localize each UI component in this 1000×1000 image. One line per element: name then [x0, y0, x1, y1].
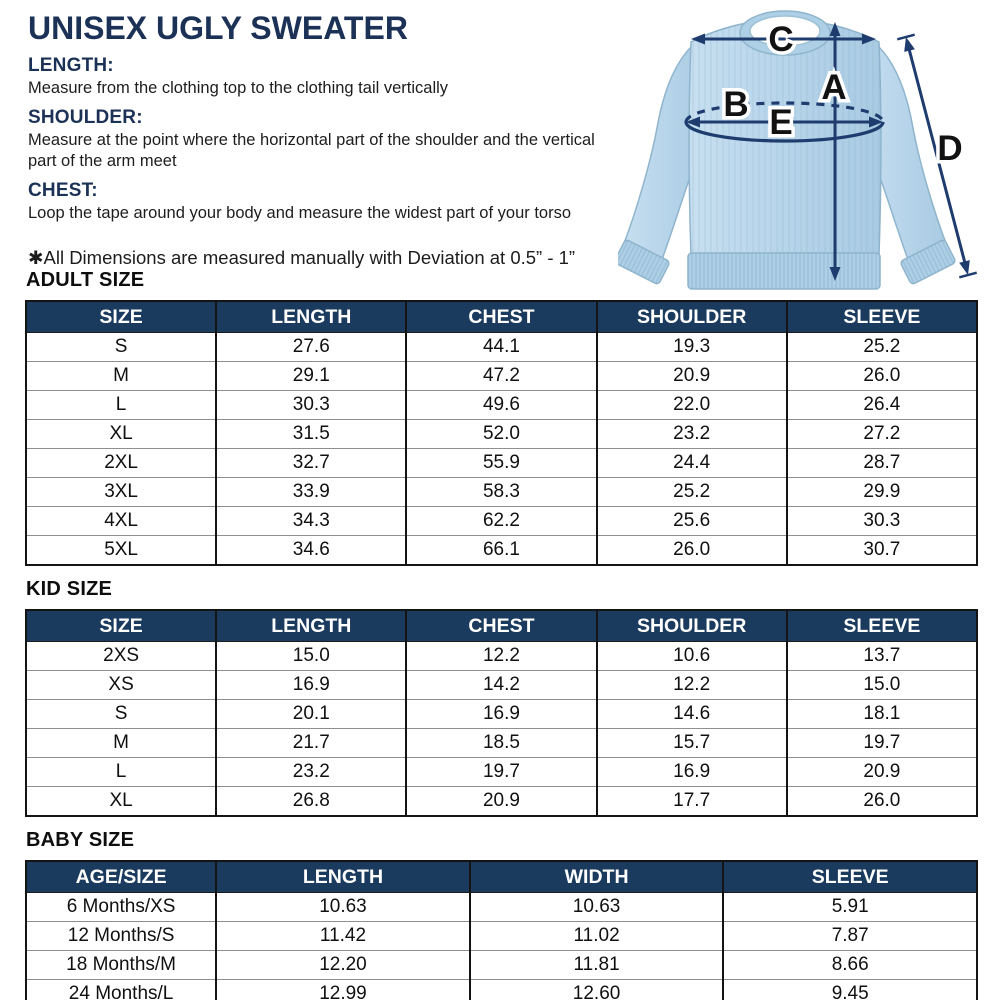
size-cell: 34.6: [216, 536, 406, 566]
column-header: SLEEVE: [787, 301, 977, 333]
column-header: SLEEVE: [723, 861, 977, 893]
size-cell: 33.9: [216, 478, 406, 507]
size-cell: 12.2: [406, 642, 596, 671]
column-header: SIZE: [26, 610, 216, 642]
column-header: AGE/SIZE: [26, 861, 216, 893]
column-header: CHEST: [406, 301, 596, 333]
size-cell: 31.5: [216, 420, 406, 449]
column-header: SLEEVE: [787, 610, 977, 642]
size-cell: 26.8: [216, 787, 406, 817]
column-header: SIZE: [26, 301, 216, 333]
size-cell: 30.3: [216, 391, 406, 420]
header-row: [26, 301, 977, 333]
size-cell: 66.1: [406, 536, 596, 566]
size-cell: 44.1: [406, 333, 596, 362]
size-cell: 18 Months/M: [26, 951, 216, 980]
size-cell: 16.9: [597, 758, 787, 787]
table-row: [26, 922, 977, 951]
table-row: [26, 333, 977, 362]
header-row: [26, 610, 977, 642]
size-cell: XL: [26, 787, 216, 817]
size-cell: 26.4: [787, 391, 977, 420]
size-cell: 20.1: [216, 700, 406, 729]
column-header: SHOULDER: [597, 610, 787, 642]
dim-label-b: B: [723, 85, 749, 124]
chest-heading: CHEST:: [28, 180, 98, 202]
size-cell: 10.6: [597, 642, 787, 671]
dim-label-c: C: [768, 20, 794, 59]
size-cell: S: [26, 333, 216, 362]
size-cell: 7.87: [723, 922, 977, 951]
size-cell: 52.0: [406, 420, 596, 449]
size-cell: 15.7: [597, 729, 787, 758]
measuring-guide: [28, 10, 620, 269]
size-cell: L: [26, 391, 216, 420]
size-cell: 17.7: [597, 787, 787, 817]
size-cell: M: [26, 362, 216, 391]
baby-size-section: [25, 829, 978, 1000]
size-cell: 9.45: [723, 980, 977, 1000]
table-row: [26, 507, 977, 536]
size-cell: 6 Months/XS: [26, 893, 216, 922]
table-row: [26, 536, 977, 566]
table-row: [26, 391, 977, 420]
size-cell: 12 Months/S: [26, 922, 216, 951]
size-cell: 2XL: [26, 449, 216, 478]
size-cell: 27.6: [216, 333, 406, 362]
size-cell: 24.4: [597, 449, 787, 478]
size-cell: 11.81: [470, 951, 724, 980]
kid-size-title: KID SIZE: [26, 578, 113, 600]
size-cell: 5.91: [723, 893, 977, 922]
size-cell: 11.02: [470, 922, 724, 951]
size-cell: 16.9: [406, 700, 596, 729]
table-row: [26, 362, 977, 391]
size-cell: XL: [26, 420, 216, 449]
size-cell: 10.63: [470, 893, 724, 922]
dim-label-e: E: [769, 103, 793, 142]
table-row: [26, 893, 977, 922]
size-cell: 18.1: [787, 700, 977, 729]
size-cell: 12.2: [597, 671, 787, 700]
size-cell: 18.5: [406, 729, 596, 758]
shoulder-heading: SHOULDER:: [28, 106, 143, 128]
size-cell: 30.7: [787, 536, 977, 566]
size-cell: 11.42: [216, 922, 470, 951]
size-cell: 32.7: [216, 449, 406, 478]
size-cell: 25.2: [787, 333, 977, 362]
size-cell: 19.3: [597, 333, 787, 362]
size-cell: 20.9: [597, 362, 787, 391]
kid-size-table: [25, 609, 978, 817]
size-cell: 22.0: [597, 391, 787, 420]
size-cell: 55.9: [406, 449, 596, 478]
size-cell: 14.6: [597, 700, 787, 729]
size-cell: 26.0: [787, 362, 977, 391]
size-cell: 12.60: [470, 980, 724, 1000]
page-title: UNISEX UGLY SWEATER: [28, 10, 408, 46]
dim-label-a: A: [821, 68, 847, 107]
table-row: [26, 478, 977, 507]
deviation-note: ✱All Dimensions are measured manually with Deviation at 0.5” - 1”: [28, 246, 576, 268]
size-cell: 29.9: [787, 478, 977, 507]
adult-size-table: [25, 300, 978, 566]
column-header: LENGTH: [216, 301, 406, 333]
size-cell: S: [26, 700, 216, 729]
size-cell: 27.2: [787, 420, 977, 449]
table-row: [26, 420, 977, 449]
size-cell: 58.3: [406, 478, 596, 507]
shoulder-instruction: Measure at the point where the horizontal part of the shoulder and the vertical part of the arm meet: [28, 130, 595, 171]
size-cell: 25.6: [597, 507, 787, 536]
dim-label-d: D: [937, 129, 963, 168]
adult-size-title: ADULT SIZE: [26, 269, 145, 291]
size-cell: 13.7: [787, 642, 977, 671]
size-cell: 14.2: [406, 671, 596, 700]
size-cell: M: [26, 729, 216, 758]
column-header: CHEST: [406, 610, 596, 642]
size-cell: 62.2: [406, 507, 596, 536]
size-cell: 24 Months/L: [26, 980, 216, 1000]
size-cell: 23.2: [597, 420, 787, 449]
size-cell: 19.7: [406, 758, 596, 787]
size-cell: 12.20: [216, 951, 470, 980]
sweater-diagram: [618, 0, 1000, 300]
kid-size-section: [25, 578, 978, 817]
column-header: WIDTH: [470, 861, 724, 893]
table-row: [26, 671, 977, 700]
header-row: [26, 861, 977, 893]
size-cell: 28.7: [787, 449, 977, 478]
size-cell: 12.99: [216, 980, 470, 1000]
table-row: [26, 700, 977, 729]
size-cell: 26.0: [597, 536, 787, 566]
size-cell: 20.9: [787, 758, 977, 787]
size-cell: 20.9: [406, 787, 596, 817]
size-cell: 5XL: [26, 536, 216, 566]
size-cell: 15.0: [787, 671, 977, 700]
baby-size-title: BABY SIZE: [26, 829, 135, 851]
table-row: [26, 980, 977, 1000]
size-cell: L: [26, 758, 216, 787]
size-cell: XS: [26, 671, 216, 700]
size-cell: 30.3: [787, 507, 977, 536]
size-tables: [25, 269, 978, 1000]
sweater-body: [688, 19, 881, 289]
size-cell: 47.2: [406, 362, 596, 391]
size-cell: 10.63: [216, 893, 470, 922]
table-row: [26, 642, 977, 671]
column-header: LENGTH: [216, 610, 406, 642]
size-cell: 19.7: [787, 729, 977, 758]
sweater-illustration: [618, 0, 1000, 300]
size-cell: 34.3: [216, 507, 406, 536]
size-cell: 2XS: [26, 642, 216, 671]
chest-instruction: Loop the tape around your body and measure the widest part of your torso: [28, 204, 572, 223]
size-cell: 15.0: [216, 642, 406, 671]
size-cell: 8.66: [723, 951, 977, 980]
size-cell: 26.0: [787, 787, 977, 817]
table-row: [26, 729, 977, 758]
table-row: [26, 951, 977, 980]
baby-size-table: [25, 860, 978, 1000]
size-cell: 49.6: [406, 391, 596, 420]
size-cell: 21.7: [216, 729, 406, 758]
size-cell: 29.1: [216, 362, 406, 391]
size-cell: 16.9: [216, 671, 406, 700]
column-header: SHOULDER: [597, 301, 787, 333]
length-heading: LENGTH:: [28, 54, 114, 76]
table-row: [26, 758, 977, 787]
size-cell: 23.2: [216, 758, 406, 787]
adult-size-section: [25, 269, 978, 566]
column-header: LENGTH: [216, 861, 470, 893]
table-row: [26, 449, 977, 478]
size-cell: 4XL: [26, 507, 216, 536]
table-row: [26, 787, 977, 817]
length-instruction: Measure from the clothing top to the clothing tail vertically: [28, 78, 449, 97]
size-cell: 25.2: [597, 478, 787, 507]
size-cell: 3XL: [26, 478, 216, 507]
